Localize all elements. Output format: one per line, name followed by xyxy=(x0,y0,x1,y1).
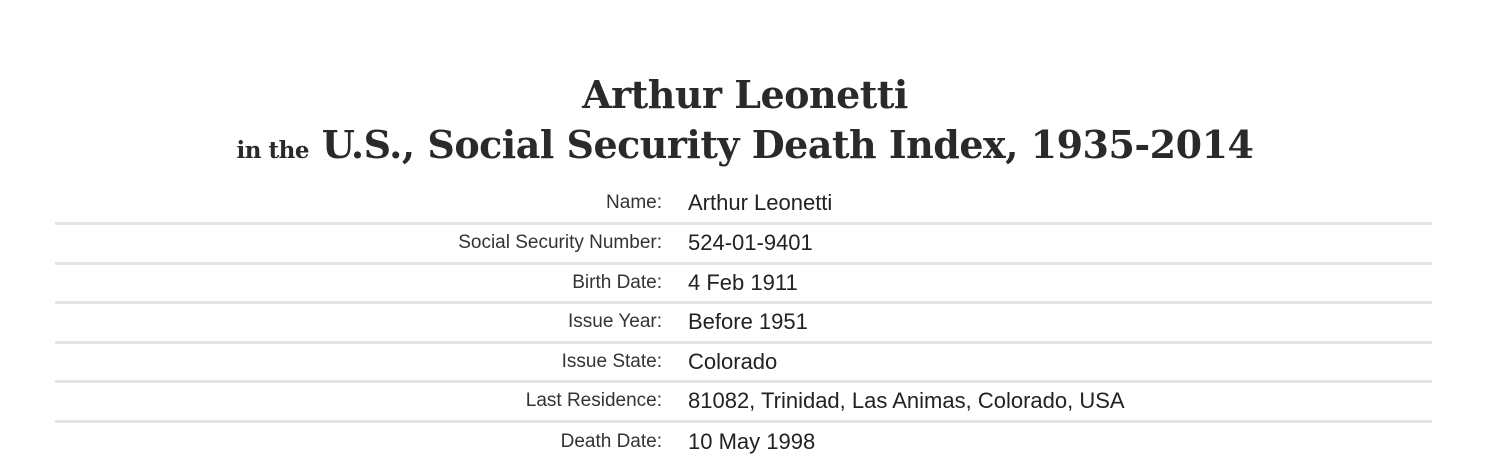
table-row xyxy=(55,224,1432,264)
record-header xyxy=(0,70,1490,176)
field-label-birth-date: Birth Date: xyxy=(55,263,662,303)
collection-name: U.S., Social Security Death Index, 1935-2014 xyxy=(321,122,1254,167)
field-value-issue-year: Before 1951 xyxy=(662,303,1432,343)
record-title: Arthur Leonetti xyxy=(582,72,908,117)
field-label-issue-year: Issue Year: xyxy=(55,303,662,343)
table-row xyxy=(55,421,1432,461)
table-row xyxy=(55,263,1432,303)
collection-prefix: in the xyxy=(236,137,309,164)
field-value-death-date: 10 May 1998 xyxy=(662,421,1432,461)
record-details-table xyxy=(55,184,1432,461)
table-row xyxy=(55,342,1432,382)
collection-title xyxy=(0,120,1490,176)
table-row xyxy=(55,382,1432,422)
field-value-name: Arthur Leonetti xyxy=(688,190,833,215)
field-label-ssn: Social Security Number: xyxy=(55,224,662,264)
field-label-last-residence: Last Residence: xyxy=(55,382,662,422)
field-value-last-residence: 81082, Trinidad, Las Animas, Colorado, USA xyxy=(662,382,1432,422)
field-value-ssn: 524-01-9401 xyxy=(662,224,1432,264)
field-label-death-date: Death Date: xyxy=(55,421,662,461)
table-row xyxy=(55,303,1432,343)
field-value-issue-state: Colorado xyxy=(662,342,1432,382)
field-label-issue-state: Issue State: xyxy=(55,342,662,382)
field-value-birth-date: 4 Feb 1911 xyxy=(662,263,1432,303)
table-row xyxy=(55,184,1432,224)
field-label-name: Name: xyxy=(606,192,662,213)
